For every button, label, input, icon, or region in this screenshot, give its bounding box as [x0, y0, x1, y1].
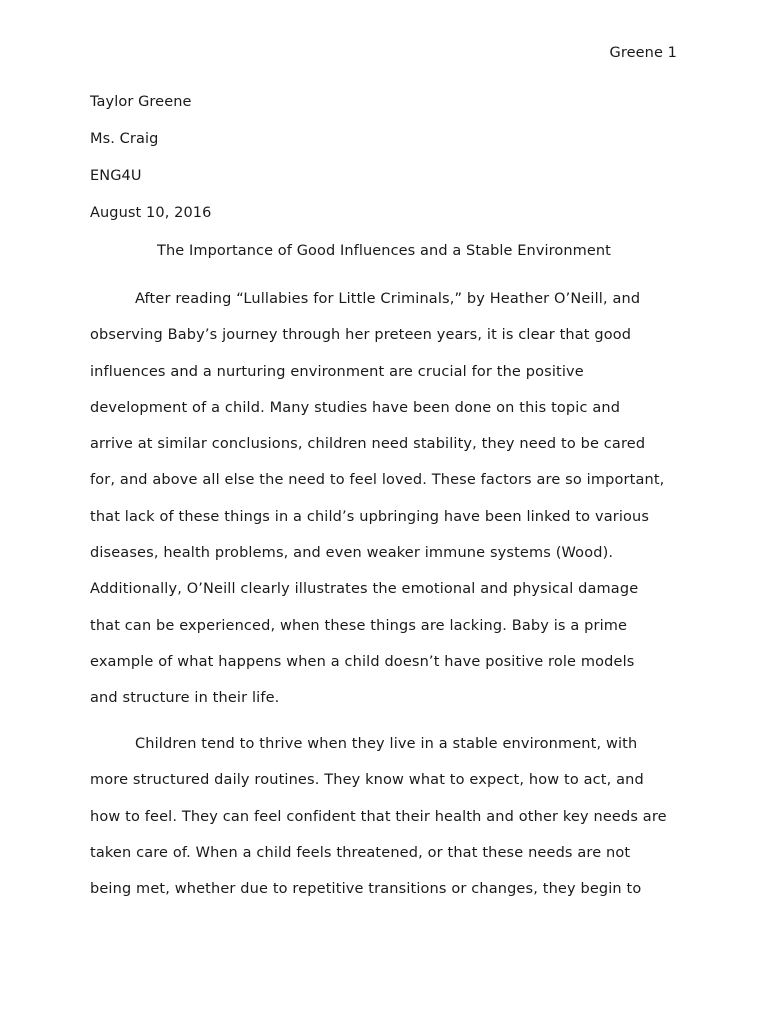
mla-heading [90, 93, 690, 241]
student-name: Taylor Greene [90, 94, 192, 110]
paragraph-line: observing Baby’s journey through her preteen years, it is clear that good [90, 327, 632, 344]
paragraph-line: Additionally, O’Neill clearly illustrates the emotional and physical damage [90, 581, 639, 598]
paragraph-line: that can be experienced, when these things are lacking. Baby is a prime [90, 617, 628, 634]
paragraph-line: more structured daily routines. They know what to expect, how to act, and [90, 772, 644, 789]
paragraph-line: how to feel. They can feel confident that their health and other key needs are [90, 808, 667, 825]
paragraph-line: influences and a nurturing environment are crucial for the positive [90, 363, 584, 380]
course-code: ENG4U [90, 168, 142, 184]
date: August 10, 2016 [90, 205, 212, 221]
paragraph-line: development of a child. Many studies have been done on this topic and [90, 399, 621, 416]
paragraph-1 [90, 281, 690, 717]
essay-title: The Importance of Good Influences and a Stable Environment [157, 243, 611, 259]
paragraph-2 [90, 726, 690, 907]
paragraph-line: being met, whether due to repetitive transitions or changes, they begin to [90, 881, 642, 898]
paragraph-line: example of what happens when a child doesn’t have positive role models [90, 653, 635, 670]
paragraph-line: taken care of. When a child feels threatened, or that these needs are not [90, 844, 631, 861]
paragraph-line: for, and above all else the need to feel loved. These factors are so important, [90, 472, 665, 489]
teacher-name: Ms. Craig [90, 131, 159, 147]
paragraph-line: After reading “Lullabies for Little Criminals,” by Heather O’Neill, and [135, 291, 641, 307]
paragraph-line: and structure in their life. [90, 690, 280, 707]
paragraph-line: that lack of these things in a child’s upbringing have been linked to various [90, 508, 650, 525]
paragraph-line: Children tend to thrive when they live in a stable environment, with [135, 736, 638, 752]
running-head: Greene 1 [609, 45, 677, 61]
paragraph-line: diseases, health problems, and even weaker immune systems (Wood). [90, 545, 614, 562]
paragraph-line: arrive at similar conclusions, children need stability, they need to be cared [90, 436, 646, 453]
